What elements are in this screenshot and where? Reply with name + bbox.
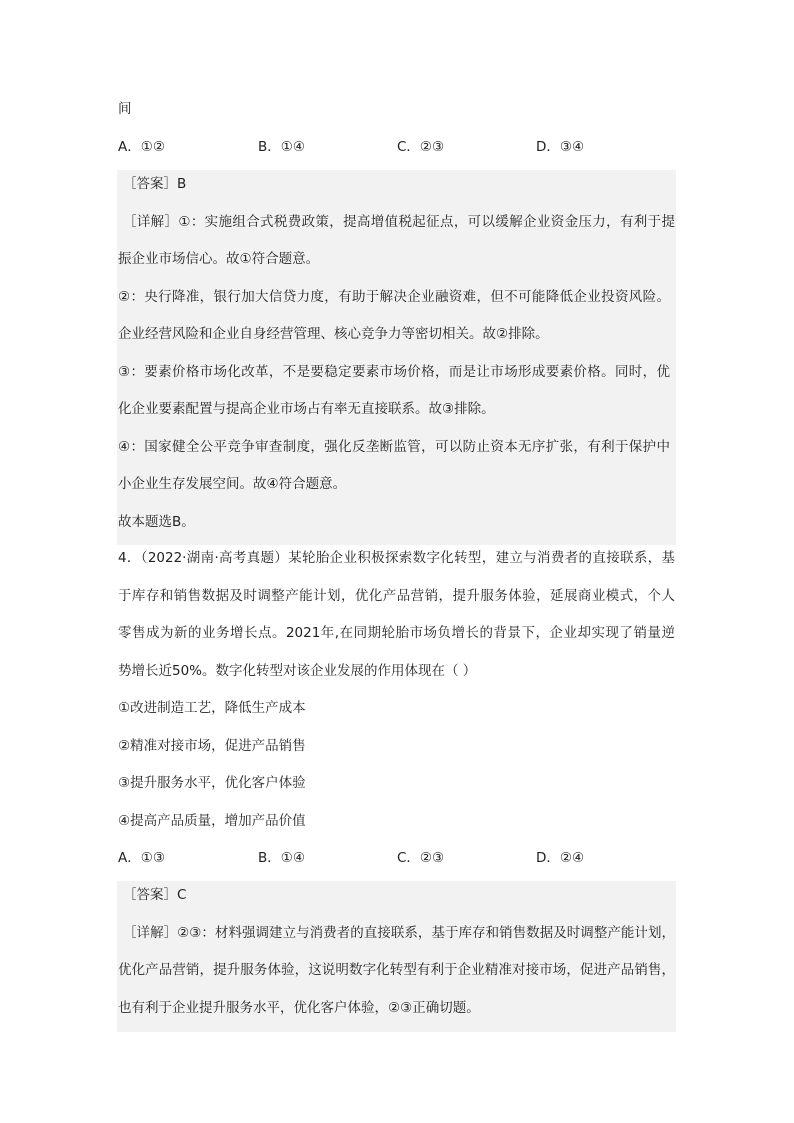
q4-option-c: C．②③ bbox=[397, 850, 445, 866]
q3-detail-line: 小企业生存发展空间。故④符合题意。 bbox=[118, 476, 347, 492]
q4-stem-line: 4．（2022·湖南·高考真题）某轮胎企业积极探索数字化转型，建立与消费者的直接联系，基 bbox=[118, 550, 675, 566]
q4-item-2: ②精准对接市场，促进产品销售 bbox=[118, 738, 306, 754]
q3-option-c: C．②③ bbox=[397, 139, 445, 155]
q4-stem-line: 零售成为新的业务增长点。2021年,在同期轮胎市场负增长的背景下，企业却实现了销量逆 bbox=[118, 625, 675, 641]
q3-option-b: B．①④ bbox=[258, 139, 305, 155]
q3-conclusion: 故本题选B。 bbox=[118, 514, 195, 530]
q3-detail-line: 振企业市场信心。故①符合题意。 bbox=[118, 251, 320, 267]
q4-answer: ［答案］C bbox=[123, 887, 187, 903]
q4-detail-line: 优化产品营销，提升服务体验，这说明数字化转型有利于企业精准对接市场，促进产品销售， bbox=[118, 962, 675, 978]
q3-answer: ［答案］B bbox=[123, 176, 187, 192]
q4-option-d: D．②④ bbox=[536, 850, 585, 866]
q3-detail-line: 企业经营风险和企业自身经营管理、核心竞争力等密切相关。故②排除。 bbox=[118, 326, 549, 342]
q3-detail-line: ②：央行降准，银行加大信贷力度，有助于解决企业融资难，但不可能降低企业投资风险。 bbox=[118, 289, 670, 305]
q4-options bbox=[118, 848, 678, 868]
q4-item-3: ③提升服务水平，优化客户体验 bbox=[118, 775, 306, 791]
q4-option-b: B．①④ bbox=[258, 850, 305, 866]
q4-option-a: A．①③ bbox=[118, 850, 165, 866]
q4-detail-line: ［详解］②③：材料强调建立与消费者的直接联系，基于库存和销售数据及时调整产能计划， bbox=[123, 925, 675, 941]
q4-answer-block bbox=[117, 881, 676, 1032]
q3-option-d: D．③④ bbox=[536, 139, 585, 155]
q4-item-4: ④提高产品质量，增加产品价值 bbox=[118, 813, 306, 829]
q4-detail-line: 也有利于企业提升服务水平，优化客户体验，②③正确切题。 bbox=[118, 1000, 480, 1016]
q4-item-1: ①改进制造工艺，降低生产成本 bbox=[118, 700, 306, 716]
q4-stem-line: 于库存和销售数据及时调整产能计划，优化产品营销，提升服务体验，延展商业模式，个人 bbox=[118, 588, 675, 604]
q3-stem-tail: 间 bbox=[118, 101, 132, 117]
q3-option-a: A．①② bbox=[118, 139, 165, 155]
q4-stem-line: 势增长近50%。数字化转型对该企业发展的作用体现在（ ） bbox=[118, 663, 477, 679]
q3-answer-block bbox=[117, 170, 676, 545]
q3-detail-line: ［详解］①：实施组合式税费政策，提高增值税起征点，可以缓解企业资金压力，有利于提 bbox=[123, 214, 675, 230]
q3-detail-line: 化企业要素配置与提高企业市场占有率无直接联系。故③排除。 bbox=[118, 401, 495, 417]
q3-detail-line: ③：要素价格市场化改革，不是要稳定要素市场价格，而是让市场形成要素价格。同时，优 bbox=[118, 364, 670, 380]
q3-detail-line: ④：国家健全公平竞争审查制度，强化反垄断监管，可以防止资本无序扩张，有利于保护中 bbox=[118, 439, 670, 455]
q3-options bbox=[118, 137, 678, 157]
